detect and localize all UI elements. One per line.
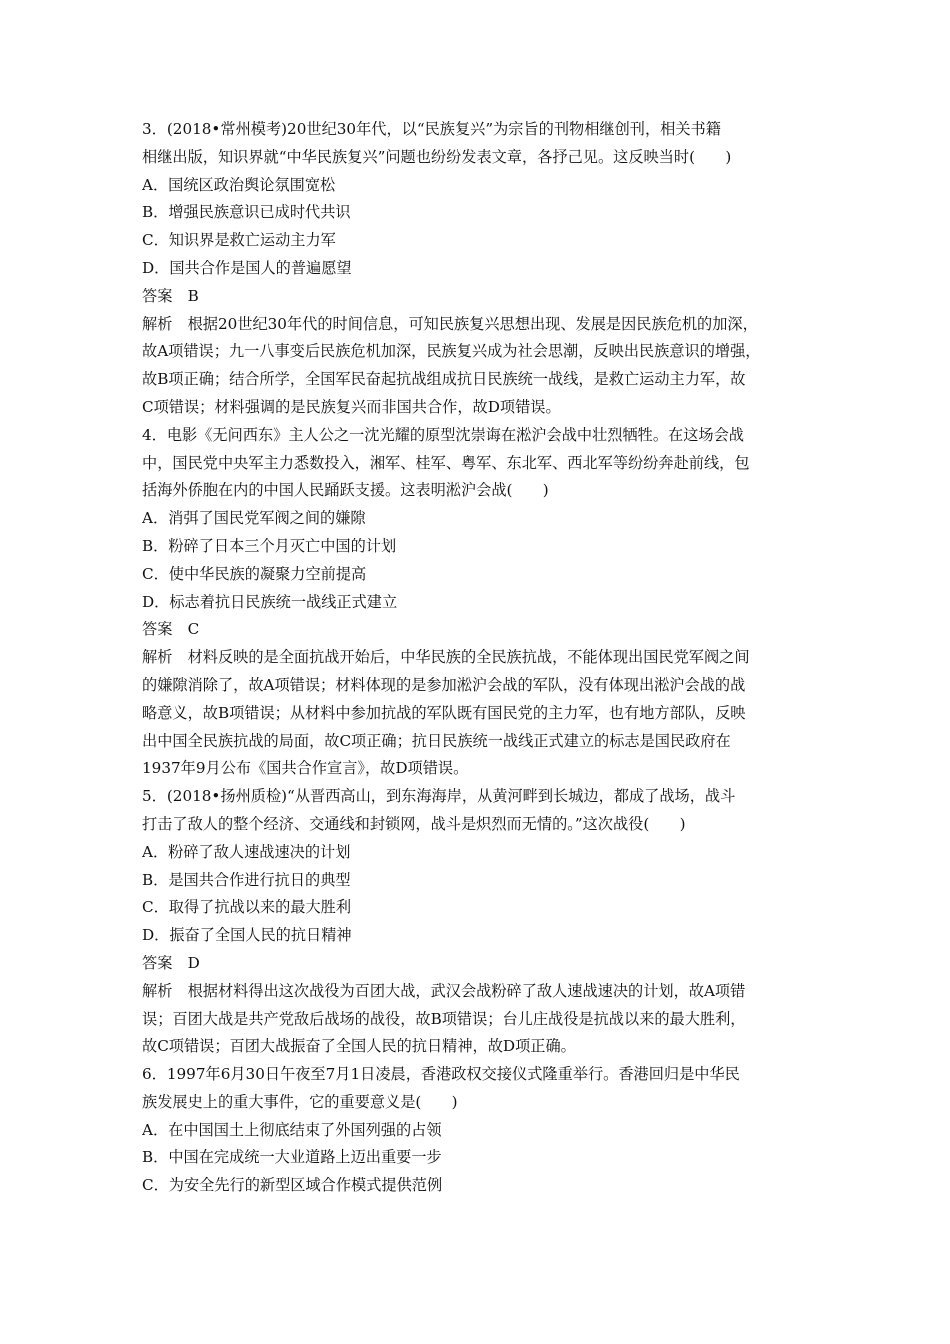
question-stem-line: 5．(2018•扬州质检)“从晋西高山，到东海海岸，从黄河畔到长城边，都成了战场，战斗	[142, 787, 736, 806]
question-stem-line: 括海外侨胞在内的中国人民踊跃支援。这表明淞沪会战( )	[142, 481, 549, 500]
option-d: D．标志着抗日民族统一战线正式建立	[142, 592, 398, 611]
option-d: D．国共合作是国人的普遍愿望	[142, 258, 352, 277]
question-6	[142, 1061, 822, 1200]
question-list	[142, 116, 822, 1200]
question-stem-line: 打击了敌人的整个经济、交通线和封锁网，战斗是炽烈而无情的。”这次战役( )	[142, 814, 686, 833]
analysis-line: C项错误；材料强调的是民族复兴而非国共合作，故D项错误。	[142, 397, 561, 416]
question-3	[142, 116, 822, 422]
analysis-line: 解析 根据20世纪30年代的时间信息，可知民族复兴思想出现、发展是因民族危机的加深，	[142, 314, 758, 333]
analysis-line: 的嫌隙消除了，故A项错误；材料体现的是参加淞沪会战的军队，没有体现出淞沪会战的战	[142, 675, 746, 694]
question-4	[142, 422, 822, 783]
option-c: C．为安全先行的新型区域合作模式提供范例	[142, 1176, 443, 1195]
question-stem-line: 族发展史上的重大事件，它的重要意义是( )	[142, 1092, 458, 1111]
analysis-line: 解析 根据材料得出这次战役为百团大战，武汉会战粉碎了敌人速战速决的计划，故A项错	[142, 981, 746, 1000]
option-a: A．消弭了国民党军阀之间的嫌隙	[142, 509, 366, 528]
analysis-line: 解析 材料反映的是全面抗战开始后，中华民族的全民族抗战，不能体现出国民党军阀之间	[142, 648, 750, 667]
option-b: B．中国在完成统一大业道路上迈出重要一步	[142, 1148, 442, 1167]
analysis-line: 故A项错误；九一八事变后民族危机加深，民族复兴成为社会思潮，反映出民族意识的增强，	[142, 342, 761, 361]
analysis-line: 故B项正确；结合所学，全国军民奋起抗战组成抗日民族统一战线，是救亡运动主力军，故	[142, 370, 746, 389]
analysis-line: 出中国全民族抗战的局面，故C项正确；抗日民族统一战线正式建立的标志是国民政府在	[142, 731, 731, 750]
option-a: A．在中国国土上彻底结束了外国列强的占领	[142, 1120, 442, 1139]
answer-line: 答案 C	[142, 620, 200, 639]
answer-line: 答案 D	[142, 953, 200, 972]
option-c: C．知识界是救亡运动主力军	[142, 231, 336, 250]
option-b: B．增强民族意识已成时代共识	[142, 203, 351, 222]
option-c: C．取得了抗战以来的最大胜利	[142, 898, 352, 917]
option-a: A．国统区政治舆论氛围宽松	[142, 175, 336, 194]
answer-line: 答案 B	[142, 286, 199, 305]
analysis-line: 误；百团大战是共产党敌后战场的战役，故B项错误；台儿庄战役是抗战以来的最大胜利，	[142, 1009, 746, 1028]
option-d: D．振奋了全国人民的抗日精神	[142, 926, 352, 945]
analysis-line: 1937年9月公布《国共合作宣言》，故D项错误。	[142, 759, 469, 778]
question-5	[142, 783, 822, 1061]
question-stem-line: 中，国民党中央军主力悉数投入，湘军、桂军、粤军、东北军、西北军等纷纷奔赴前线，包	[142, 453, 750, 472]
option-a: A．粉碎了敌人速战速决的计划	[142, 842, 351, 861]
option-b: B．是国共合作进行抗日的典型	[142, 870, 351, 889]
analysis-line: 故C项错误；百团大战振奋了全国人民的抗日精神，故D项正确。	[142, 1037, 576, 1056]
question-stem-line: 3．(2018•常州模考)20世纪30年代，以“民族复兴”为宗旨的刊物相继创刊，相关书籍	[142, 120, 721, 138]
option-b: B．粉碎了日本三个月灭亡中国的计划	[142, 536, 397, 555]
question-stem-line: 相继出版，知识界就“中华民族复兴”问题也纷纷发表文章，各抒己见。这反映当时( )	[142, 147, 732, 166]
option-c: C．使中华民族的凝聚力空前提高	[142, 564, 367, 583]
analysis-line: 略意义，故B项错误；从材料中参加抗战的军队既有国民党的主力军，也有地方部队，反映	[142, 703, 746, 722]
question-stem-line: 4．电影《无问西东》主人公之一沈光耀的原型沈崇诲在淞沪会战中壮烈牺牲。在这场会战	[142, 425, 744, 444]
question-stem-line: 6．1997年6月30日午夜至7月1日凌晨，香港政权交接仪式隆重举行。香港回归是中华民	[142, 1065, 740, 1084]
